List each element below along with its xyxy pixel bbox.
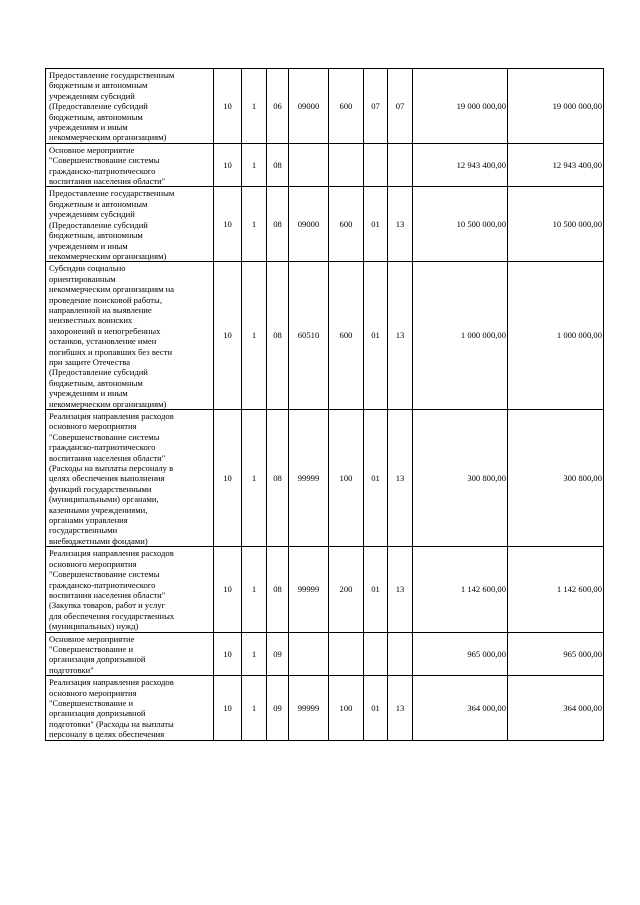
row-subprogram-code: 1	[242, 69, 267, 144]
table-row	[46, 143, 604, 187]
row-subsection: 07	[388, 69, 413, 144]
row-subprogram-code: 1	[242, 547, 267, 632]
row-sum-1: 1 142 600,00	[413, 547, 508, 632]
row-main-event-code: 08	[267, 410, 289, 547]
row-sum-1: 300 800,00	[413, 410, 508, 547]
row-subsection: 13	[388, 410, 413, 547]
row-program-code: 10	[214, 262, 242, 410]
row-expense-type: 100	[329, 410, 364, 547]
row-subprogram-code: 1	[242, 262, 267, 410]
row-sum-1: 364 000,00	[413, 676, 508, 740]
row-section: 01	[364, 262, 388, 410]
table-row	[46, 410, 604, 547]
row-section: 01	[364, 410, 388, 547]
row-main-event-code: 08	[267, 187, 289, 262]
row-name: Основное мероприятие "Совершенствование и организация допризывной подготовки"	[46, 632, 214, 676]
table-body	[46, 69, 604, 741]
row-name: Предоставление государственным бюджетным и автономным учреждениям субсидий (Предоставление субсидий бюджетным, автономным учреждениям и иным некоммерческим организациям)	[46, 69, 214, 144]
row-sum-2: 10 500 000,00	[508, 187, 604, 262]
row-expense-type: 600	[329, 187, 364, 262]
row-program-code: 10	[214, 410, 242, 547]
row-sum-2: 12 943 400,00	[508, 143, 604, 187]
row-section: 01	[364, 187, 388, 262]
row-name: Предоставление государственным бюджетным и автономным учреждениям субсидий (Предоставление субсидий бюджетным, автономным учреждениям и иным некоммерческим организациям)	[46, 187, 214, 262]
row-main-event-code: 08	[267, 262, 289, 410]
row-direction-code: 09000	[289, 69, 329, 144]
row-main-event-code: 06	[267, 69, 289, 144]
row-sum-2: 19 000 000,00	[508, 69, 604, 144]
row-expense-type: 200	[329, 547, 364, 632]
row-program-code: 10	[214, 632, 242, 676]
table-row	[46, 69, 604, 144]
row-sum-2: 1 000 000,00	[508, 262, 604, 410]
row-direction-code: 60510	[289, 262, 329, 410]
row-name: Реализация направления расходов основного мероприятия "Совершенствование системы гражданско-патриотического воспитания населения области" (Закупка товаров, работ и услуг для обеспечения государственных (муниципальных) нужд)	[46, 547, 214, 632]
row-program-code: 10	[214, 69, 242, 144]
row-name: Субсидии социально ориентированным некоммерческим организациям на проведение поисковой работы, направленной на выявление неизвестных воинских захоронений и непогребенных останков, установление имен погибших и пропавших без вести при защите Отечества (Предоставление субсидий бюджетным, автономным учреждениям и иным некоммерческим организациям)	[46, 262, 214, 410]
row-main-event-code: 09	[267, 676, 289, 740]
row-sum-1: 19 000 000,00	[413, 69, 508, 144]
row-expense-type: 100	[329, 676, 364, 740]
row-program-code: 10	[214, 187, 242, 262]
row-program-code: 10	[214, 676, 242, 740]
row-subsection: 13	[388, 547, 413, 632]
row-section: 01	[364, 547, 388, 632]
row-subsection: 13	[388, 676, 413, 740]
row-subsection	[388, 632, 413, 676]
row-section: 01	[364, 676, 388, 740]
row-name: Реализация направления расходов основного мероприятия "Совершенствование и организация допризывной подготовки" (Расходы на выплаты персоналу в целях обеспечения	[46, 676, 214, 740]
row-subsection: 13	[388, 262, 413, 410]
row-subsection	[388, 143, 413, 187]
row-direction-code: 99999	[289, 676, 329, 740]
row-subprogram-code: 1	[242, 632, 267, 676]
row-sum-1: 1 000 000,00	[413, 262, 508, 410]
row-name: Основное мероприятие "Совершенствование системы гражданско-патриотического воспитания населения области"	[46, 143, 214, 187]
row-expense-type	[329, 632, 364, 676]
row-sum-2: 300 800,00	[508, 410, 604, 547]
row-subsection: 13	[388, 187, 413, 262]
row-subprogram-code: 1	[242, 187, 267, 262]
row-main-event-code: 08	[267, 547, 289, 632]
row-program-code: 10	[214, 143, 242, 187]
row-sum-2: 364 000,00	[508, 676, 604, 740]
row-main-event-code: 09	[267, 632, 289, 676]
row-section	[364, 143, 388, 187]
row-expense-type: 600	[329, 69, 364, 144]
row-name: Реализация направления расходов основного мероприятия "Совершенствование системы гражданско-патриотического воспитания населения области" (Расходы на выплаты персоналу в целях обеспечения выполнения функций государственными (муниципальными) органами, казенными учреждениями, органами управления государственными внебюджетными фондами)	[46, 410, 214, 547]
row-direction-code: 99999	[289, 410, 329, 547]
table-row	[46, 262, 604, 410]
row-sum-2: 965 000,00	[508, 632, 604, 676]
table-row	[46, 632, 604, 676]
row-direction-code	[289, 632, 329, 676]
row-direction-code	[289, 143, 329, 187]
budget-table	[45, 68, 604, 741]
row-main-event-code: 08	[267, 143, 289, 187]
row-subprogram-code: 1	[242, 410, 267, 547]
row-subprogram-code: 1	[242, 143, 267, 187]
row-sum-1: 12 943 400,00	[413, 143, 508, 187]
row-direction-code: 99999	[289, 547, 329, 632]
row-section	[364, 632, 388, 676]
table-row	[46, 676, 604, 740]
row-section: 07	[364, 69, 388, 144]
row-expense-type	[329, 143, 364, 187]
row-sum-1: 10 500 000,00	[413, 187, 508, 262]
row-subprogram-code: 1	[242, 676, 267, 740]
row-sum-1: 965 000,00	[413, 632, 508, 676]
table-row	[46, 187, 604, 262]
table-row	[46, 547, 604, 632]
row-direction-code: 09000	[289, 187, 329, 262]
row-program-code: 10	[214, 547, 242, 632]
row-expense-type: 600	[329, 262, 364, 410]
row-sum-2: 1 142 600,00	[508, 547, 604, 632]
